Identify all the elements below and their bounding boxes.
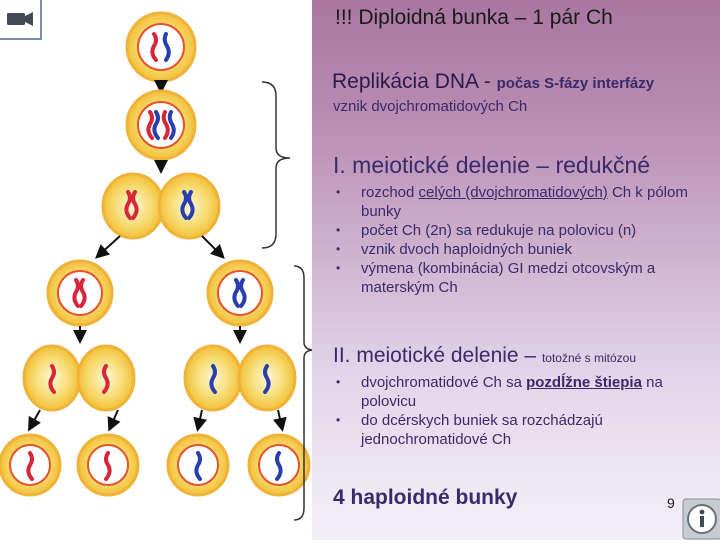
list-item: • počet Ch (2n) sa redukuje na polovicu (n) bbox=[336, 221, 718, 240]
daughter-cell-4 bbox=[249, 435, 309, 495]
meiosis-two-bullets bbox=[336, 373, 716, 449]
replication-detail: počas S-fázy interfázy bbox=[496, 75, 655, 92]
daughter-cell-2 bbox=[78, 435, 138, 495]
camera-icon[interactable] bbox=[0, 0, 42, 40]
meiosis-two-heading: II. meiotické delenie – totožné s mitózou bbox=[333, 344, 637, 367]
meiosis-two-dividing-cell-left bbox=[24, 346, 134, 410]
meiosis-one-heading: I. meiotické delenie – redukčné bbox=[333, 152, 651, 178]
meiosis-diagram bbox=[0, 0, 312, 540]
meiosis-two-dividing-cell-right bbox=[185, 346, 295, 410]
list-item: • rozchod celých (dvojchromatidových) Ch k pólom bunky bbox=[336, 183, 718, 221]
info-icon[interactable] bbox=[682, 498, 720, 540]
daughter-cell-1 bbox=[0, 435, 60, 495]
meiosis-two-note: totožné s mitózou bbox=[541, 351, 637, 365]
haploid-cell-left bbox=[48, 261, 112, 325]
list-item: • do dcérskych buniek sa rozchádzajú jednochromatidové Ch bbox=[336, 411, 716, 449]
page-number: 9 bbox=[667, 495, 675, 511]
daughter-cell-3 bbox=[168, 435, 228, 495]
list-item: • vznik dvoch haploidných buniek bbox=[336, 240, 718, 259]
replication-heading bbox=[332, 70, 654, 94]
slide-title: !!! Diploidná bunka – 1 pár Ch bbox=[335, 6, 613, 29]
meiosis-one-bullets bbox=[336, 183, 718, 297]
diploid-cell bbox=[127, 13, 195, 81]
replication-subtext: vznik dvojchromatidových Ch bbox=[333, 98, 528, 115]
replicated-cell bbox=[127, 91, 195, 159]
list-item: • výmena (kombinácia) GI medzi otcovským a materským Ch bbox=[336, 259, 718, 297]
final-result: 4 haploidné bunky bbox=[333, 486, 518, 509]
replication-main: Replikácia DNA - bbox=[332, 70, 497, 93]
list-item: • dvojchromatidové Ch sa pozdĺžne štiepia na polovicu bbox=[336, 373, 716, 411]
bracket-replication-to-meiosis1 bbox=[262, 82, 290, 248]
meiosis-one-dividing-cell bbox=[103, 174, 219, 238]
haploid-cell-right bbox=[208, 261, 272, 325]
